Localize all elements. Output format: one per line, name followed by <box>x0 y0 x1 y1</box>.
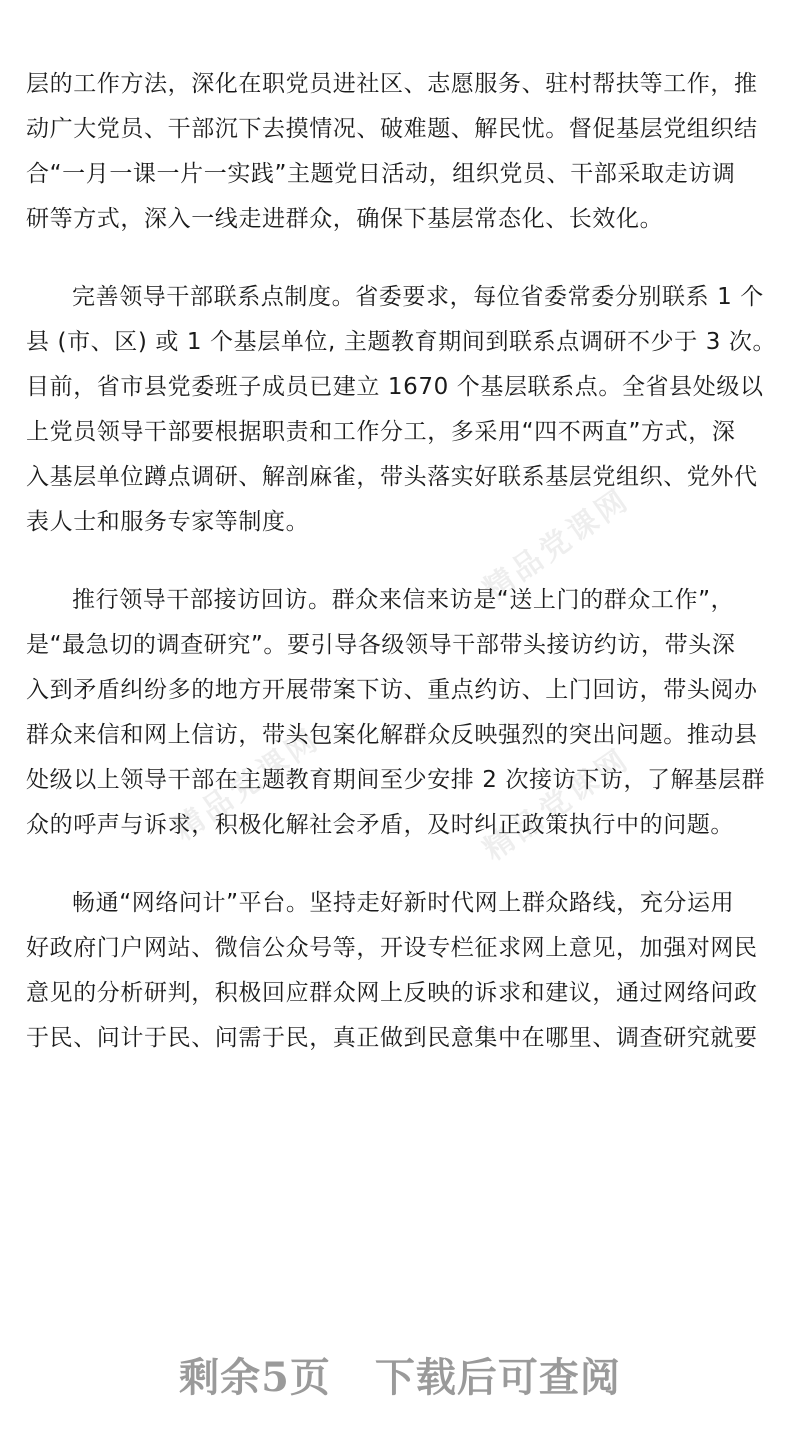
text-line: 层的工作方法，深化在职党员进社区、志愿服务、驻村帮扶等工作，推 <box>26 71 758 97</box>
paragraph <box>26 881 778 1061</box>
text-line: 处级以上领导干部在主题教育期间至少安排 2 次接访下访，了解基层群 <box>26 767 766 793</box>
text-line: 上党员领导干部要根据职责和工作分工，多采用“四不两直”方式，深 <box>26 419 736 445</box>
text-line: 好政府门户网站、微信公众号等，开设专栏征求网上意见，加强对网民 <box>26 935 758 961</box>
text-line: 于民、问计于民、问需于民，真正做到民意集中在哪里、调查研究就要 <box>26 1025 758 1051</box>
text-line: 推行领导干部接访回访。群众来信来访是“送上门的群众工作”， <box>72 587 735 613</box>
text-line: 完善领导干部联系点制度。省委要求，每位省委常委分别联系 1 个 <box>72 284 764 310</box>
text-line: 入到矛盾纠纷多的地方开展带案下访、重点约访、上门回访，带头阅办 <box>26 677 758 703</box>
paragraph <box>26 62 778 242</box>
paragraph <box>26 275 778 545</box>
text-line: 畅通“网络问计”平台。坚持走好新时代网上群众路线，充分运用 <box>72 890 735 916</box>
text-line: 县 (市、区) 或 1 个基层单位, 主题教育期间到联系点调研不少于 3 次。 <box>26 329 777 355</box>
paragraph <box>26 578 778 848</box>
text-line: 动广大党员、干部沉下去摸情况、破难题、解民忧。督促基层党组织结 <box>26 116 758 142</box>
watermark: 精品党课网 <box>167 721 327 848</box>
text-line: 研等方式，深入一线走进群众，确保下基层常态化、长效化。 <box>26 206 664 232</box>
watermark: 精品党课网 <box>477 741 637 868</box>
text-line: 合“一月一课一片一实践”主题党日活动，组织党员、干部采取走访调 <box>26 161 736 187</box>
text-line: 是“最急切的调查研究”。要引导各级领导干部带头接访约访，带头深 <box>26 632 736 658</box>
download-prompt[interactable] <box>0 1346 800 1403</box>
text-line: 入基层单位蹲点调研、解剖麻雀，带头落实好联系基层党组织、党外代 <box>26 464 758 490</box>
text-line: 意见的分析研判，积极回应群众网上反映的诉求和建议，通过网络问政 <box>26 980 758 1006</box>
remaining-pages-label: 剩余5页 <box>179 1354 331 1401</box>
document-body <box>26 62 778 1094</box>
text-line: 目前，省市县党委班子成员已建立 1670 个基层联系点。全省县处级以 <box>26 374 764 400</box>
text-line: 群众来信和网上信访，带头包案化解群众反映强烈的突出问题。推动县 <box>26 722 758 748</box>
download-hint-label: 下载后可查阅 <box>374 1354 621 1401</box>
text-line: 众的呼声与诉求，积极化解社会矛盾，及时纠正政策执行中的问题。 <box>26 812 734 838</box>
text-line: 表人士和服务专家等制度。 <box>26 509 310 535</box>
watermark: 精品党课网 <box>477 481 637 608</box>
